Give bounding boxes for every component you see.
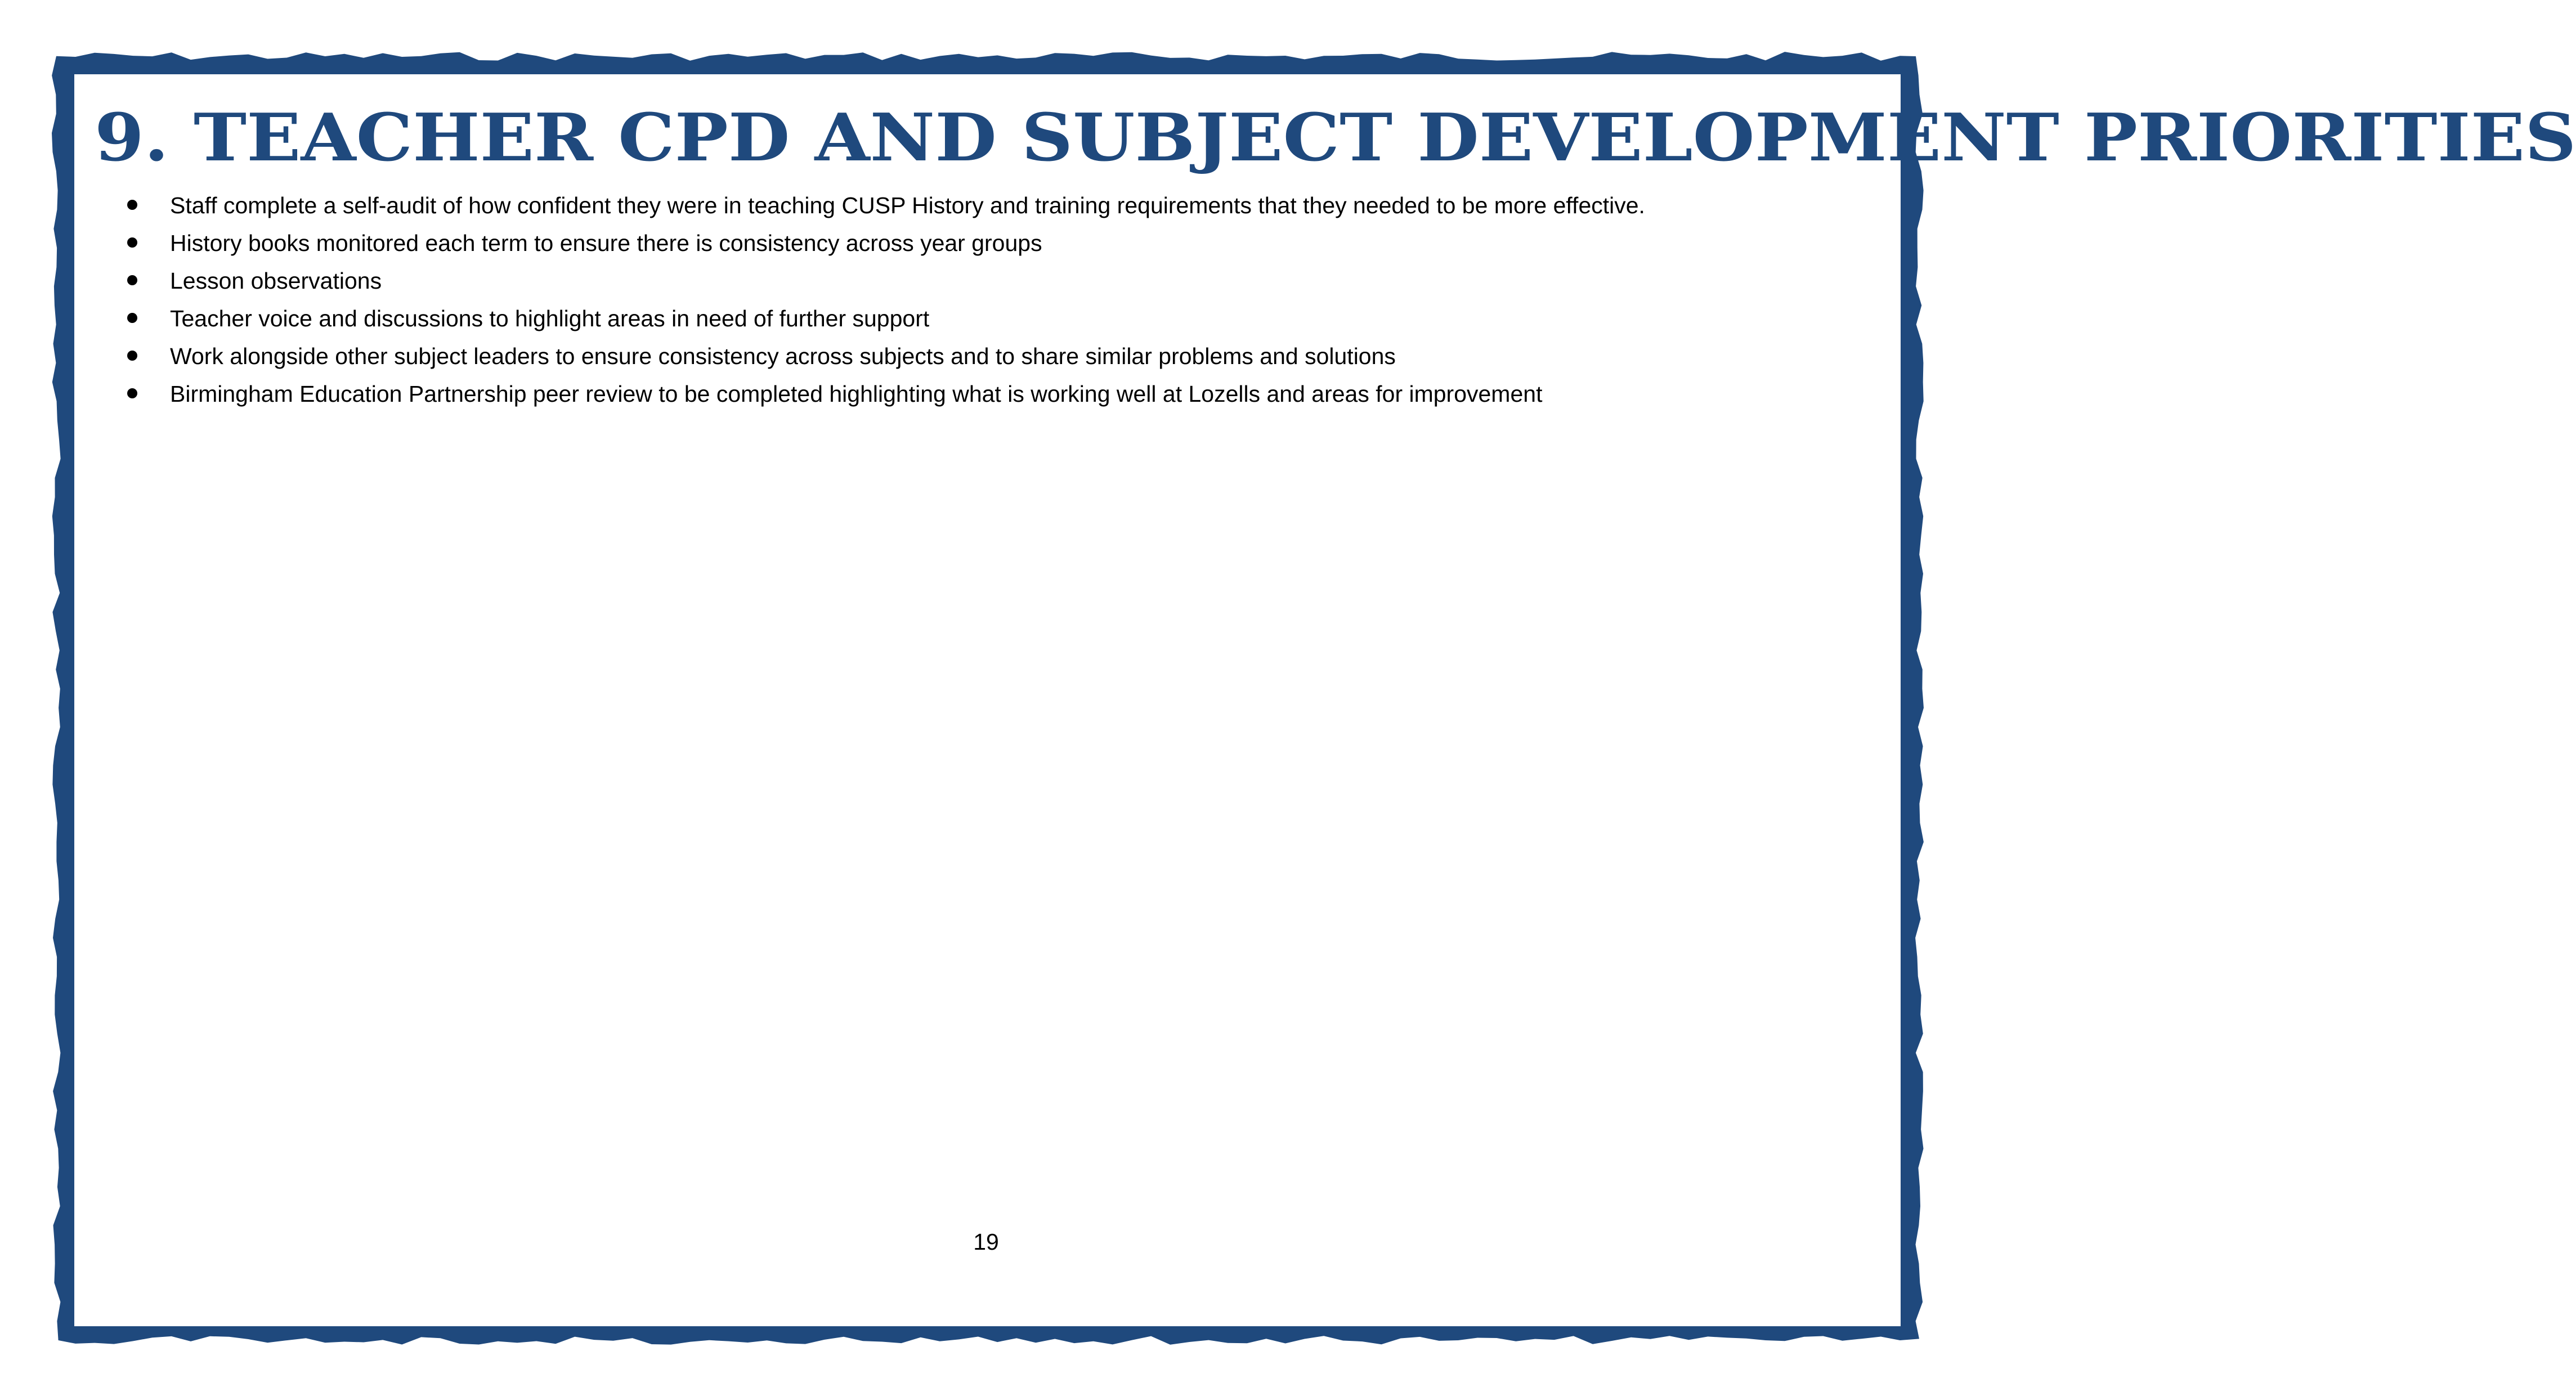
page-content <box>74 74 2576 1326</box>
list-item-text: Staff complete a self-audit of how confident they were in teaching CUSP History and training requirements that they needed to be more effective. <box>170 192 1645 218</box>
bullet-icon <box>127 351 137 361</box>
list-item-text: Work alongside other subject leaders to ensure consistency across subjects and to share similar problems and solutions <box>170 343 1396 369</box>
page-number: 19 <box>973 1229 999 1255</box>
bullet-icon <box>127 237 137 248</box>
list-item-text: Lesson observations <box>170 268 382 294</box>
list-item-text: Teacher voice and discussions to highlight areas in need of further support <box>170 306 930 331</box>
bullet-icon <box>127 388 137 398</box>
list-item-text: History books monitored each term to ensure there is consistency across year groups <box>170 230 1042 256</box>
bullet-icon <box>127 275 137 285</box>
bullet-icon <box>127 313 137 323</box>
list-item-text: Birmingham Education Partnership peer review to be completed highlighting what is working well at Lozells and areas for improvement <box>170 381 1543 407</box>
bullet-icon <box>127 200 137 210</box>
page-title: 9. TEACHER CPD AND SUBJECT DEVELOPMENT PRIORITIES <box>95 100 2576 176</box>
